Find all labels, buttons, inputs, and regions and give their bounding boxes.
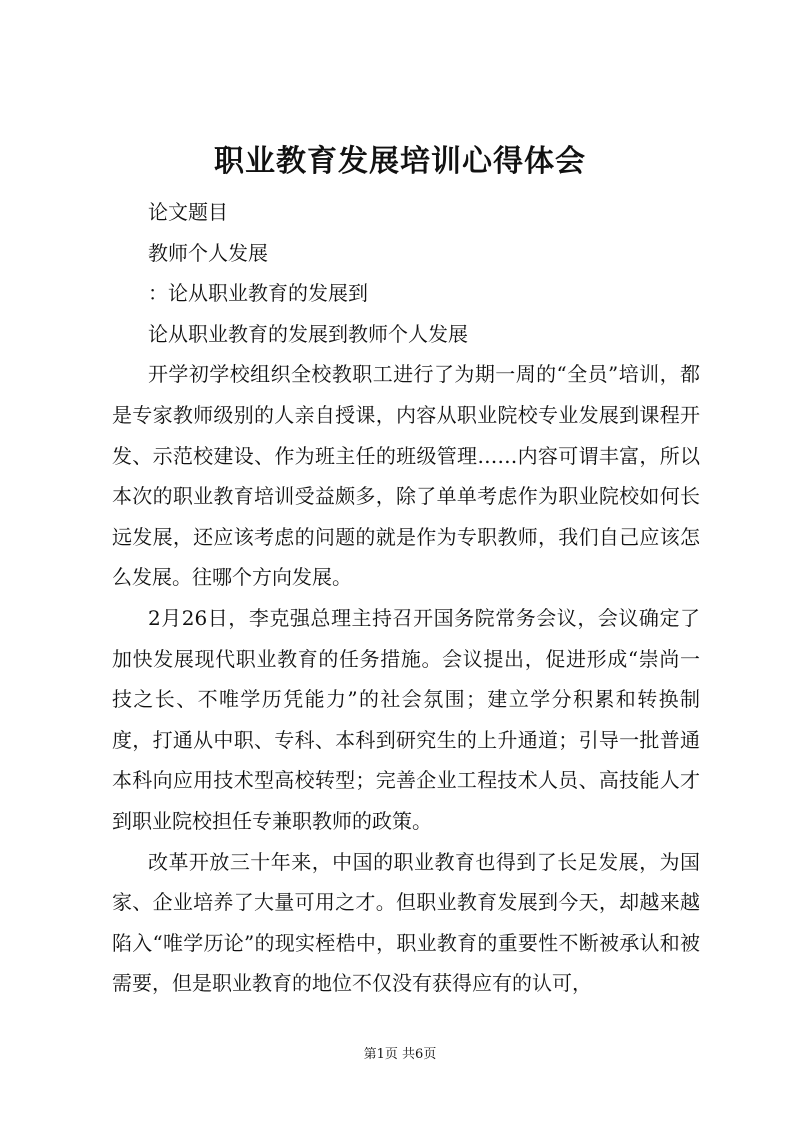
paragraph-thesis-label: 论文题目	[148, 200, 228, 224]
paragraph-full-title: 论从职业教育的发展到教师个人发展	[148, 321, 468, 346]
paragraph-subtitle-fragment: ：论从职业教育的发展到	[148, 281, 368, 306]
paragraph-body: 开学初学校组织全校教职工进行了为期一周的“全员”培训，都是专家教师级别的人亲自授课，内容从职业院校专业发展到课程开发、示范校建设、作为班主任的班级管理……内容可谓丰富，所以本次的职业教育培训受益颇多，除了单单考虑作为职业院校如何长远发展，还应该考虑的问题的就是作为专职教师，我们自己应该怎么发展。往哪个方向发展。	[112, 362, 700, 590]
paragraph-subject: 教师个人发展	[148, 240, 268, 265]
page-footer: 第1页 共6页	[363, 1047, 437, 1062]
document-title: 职业教育发展培训心得体会	[214, 144, 586, 179]
document-body	[112, 192, 700, 1004]
paragraph-body: 2月26日，李克强总理主持召开国务院常务会议，会议确定了加快发展现代职业教育的任务措施。会议提出，促进形成“崇尚一技之长、不唯学历凭能力”的社会氛围；建立学分积累和转换制度，打通从中职、专科、本科到研究生的上升通道；引导一批普通本科向应用技术型高校转型；完善企业工程技术人员、高技能人才到职业院校担任专兼职教师的政策。	[112, 605, 700, 833]
paragraph-body: 改革开放三十年来，中国的职业教育也得到了长足发展，为国家、企业培养了大量可用之才。但职业教育发展到今天，却越来越陷入“唯学历论”的现实桎梏中，职业教育的重要性不断被承认和被需要，但是职业教育的地位不仅没有获得应有的认可，	[112, 849, 700, 996]
